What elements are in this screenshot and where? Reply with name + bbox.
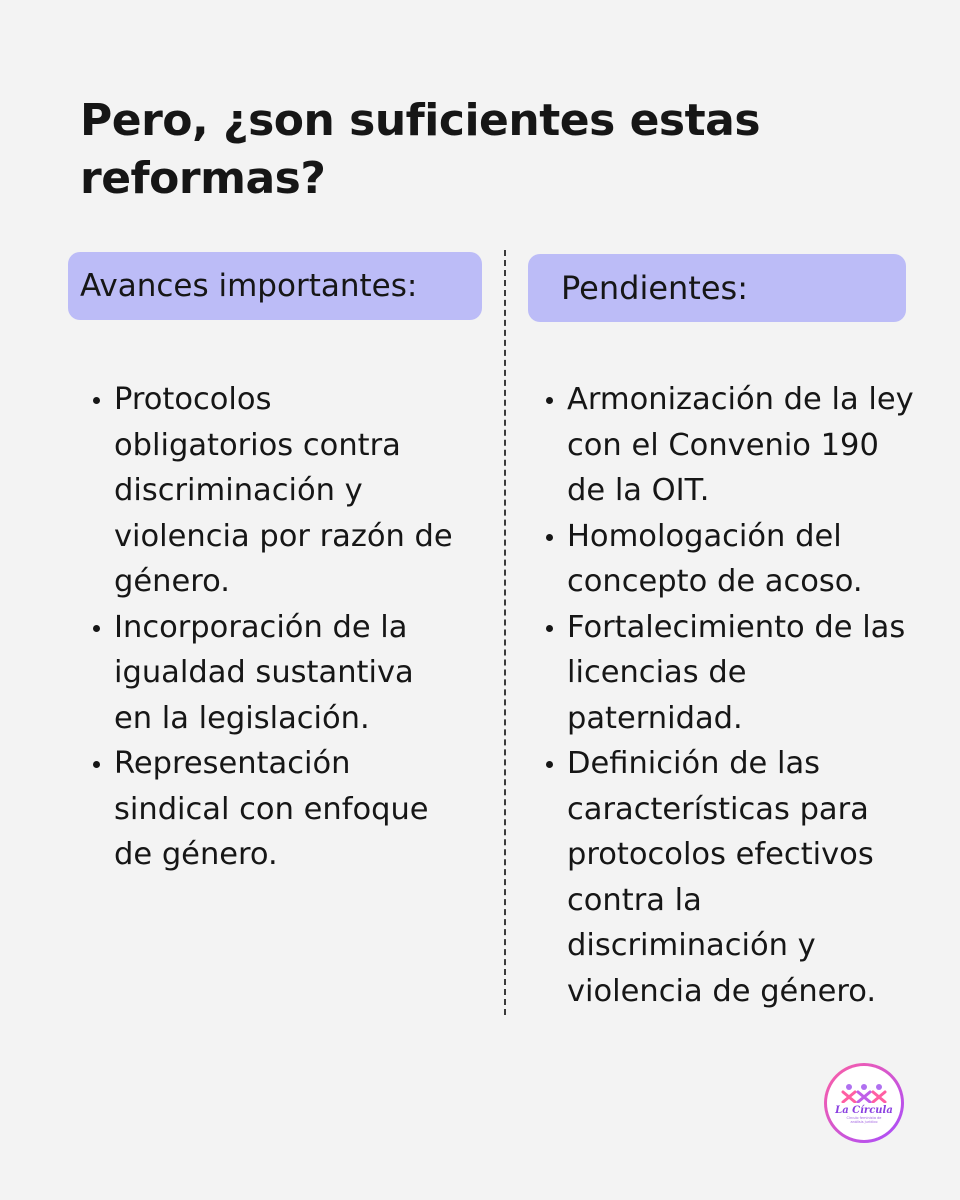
- pending-header: Pendientes:: [528, 254, 906, 322]
- list-item: Incorporación de la igualdad sustantiva en la legislación.: [114, 605, 459, 742]
- logo-name: La Círcula: [835, 1104, 893, 1116]
- list-item: Armonización de la ley con el Convenio 190 de la OIT.: [567, 377, 917, 514]
- advances-header: Avances importantes:: [68, 252, 482, 320]
- advances-list: [114, 377, 459, 878]
- list-item: Protocolos obligatorios contra discriminación y violencia por razón de género.: [114, 377, 459, 605]
- list-item: Representación sindical con enfoque de género.: [114, 741, 459, 878]
- list-item: Fortalecimiento de las licencias de paternidad.: [567, 605, 917, 742]
- figures-icon: [841, 1083, 887, 1103]
- list-item: Homologación del concepto de acoso.: [567, 514, 917, 605]
- la-circula-logo: [824, 1063, 904, 1143]
- page-title: Pero, ¿son suficientes estas reformas?: [80, 95, 761, 204]
- logo-tagline: Círculo feminista de análisis jurídico: [846, 1115, 882, 1124]
- list-item: Definición de las características para protocolos efectivos contra la discriminación y violencia de género.: [567, 741, 917, 1014]
- pending-list: [567, 377, 917, 1014]
- column-divider: [504, 250, 506, 1015]
